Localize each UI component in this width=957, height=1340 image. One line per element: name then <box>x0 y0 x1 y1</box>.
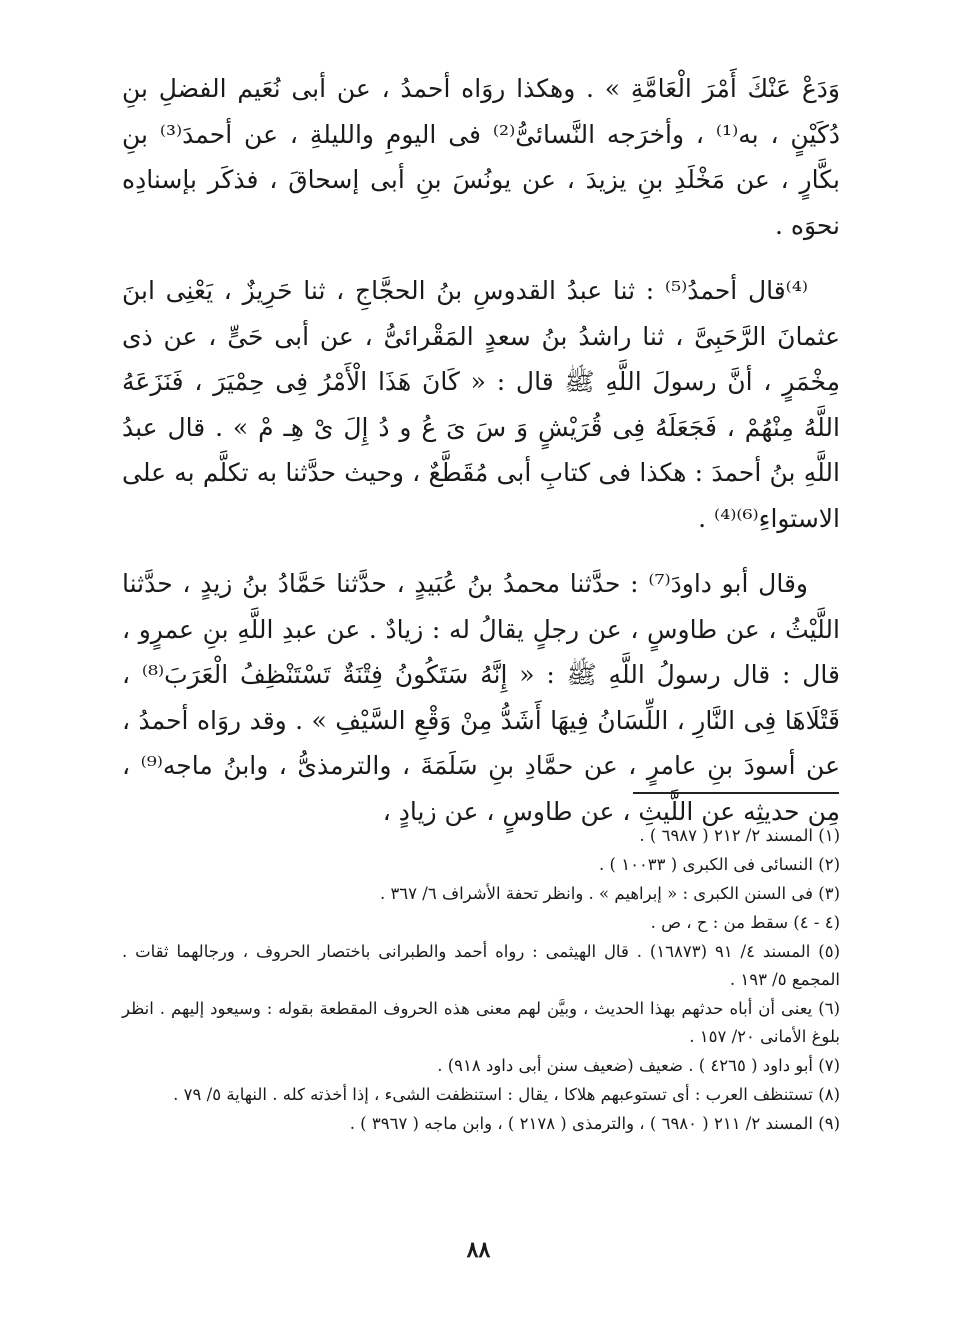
paragraph: وَدَعْ عَنْكَ أَمْرَ الْعَامَّةِ » . وهكذا روَاه أحمدُ ، عن أبى نُعَيم الفضلِ بنِ دُكَيْنٍ ، به⁽¹⁾ ، وأخرَجه النَّسائىُّ⁽²⁾ فى اليومِ والليلةِ ، عن أحمدَ⁽³⁾ بنِ بكَّارٍ ، عن مَخْلَدِ بنِ يزيدَ ، عن يونُسَ بنِ أبى إسحاقَ ، فذكَر بإسنادِه نحوَه . <box>122 74 841 240</box>
footnote: (٤ - ٤) سقط من : ح ، ص . <box>650 913 840 932</box>
footnote: (٨) تستنظف العرب : أى تستوعبهم هلاكا ، يقال : استنظفت الشىء ، إذا أخذته كله . النهاية ٥/ ٧٩ . <box>173 1085 840 1104</box>
footnote: (٥) المسند ٤/ ٩١ (١٦٨٧٣) . قال الهيثمى : رواه أحمد والطبرانى باختصار الحروف ، ورجالهما ثقات . المجمع ٥/ ١٩٣ . <box>122 942 841 989</box>
page-number: ٨٨ <box>466 1237 491 1263</box>
footnote: (١) المسند ٢/ ٢١٢ ( ٦٩٨٧ ) . <box>639 826 840 845</box>
footnote: (٦) يعنى أن أباه حدثهم بهذا الحديث ، وبيَّن لهم معنى هذه الحروف المقطعة بقوله : وسيعود إليهم . انظر بلوغ الأمانى ٢٠/ ١٥٧ . <box>122 999 840 1046</box>
footnotes <box>122 822 840 1139</box>
footnote: (٧) أبو داود ( ٤٢٦٥ ) . ضعيف (ضعيف سنن أبى داود ٩١٨) . <box>437 1056 840 1075</box>
footnote: (٩) المسند ٢/ ٢١١ ( ٦٩٨٠ ) ، والترمذى ( ٢١٧٨ ) ، وابن ماجه ( ٣٩٦٧ ) . <box>349 1114 840 1133</box>
main-text <box>122 66 840 854</box>
footnote: (٣) فى السنن الكبرى : « إبراهيم » . وانظر تحفة الأشراف ٦/ ٣٦٧ . <box>379 884 840 903</box>
paragraph: ⁽⁴⁾قال أحمدُ⁽⁵⁾ : ثنا عبدُ القدوسِ بنُ الحجَّاجِ ، ثنا حَرِيزٌ ، يَعْنِى ابنَ عثمانَ الرَّحَبِىَّ ، ثنا راشدُ بنُ سعدٍ المَقْرائىُّ ، عن أبى حَىٍّ ، عن ذى مِخْمَرٍ ، أنَّ رسولَ اللَّهِ ﷺ قال : « كَانَ هَذَا الْأَمْرُ فِى حِمْيَرَ ، فَنَزَعَهُ اللَّهُ مِنْهُمْ ، فَجَعَلَهُ فِى قُرَيْشٍ وَ سَ ىَ عُ و دُ إِلَ ىْ هِـ مْ » . قال عبدُ اللَّهِ بنُ أحمدَ : هكذا فى كتابِ أبى مُقَطَّعٌ ، وحيث حدَّثنا به تكلَّم به على الاستواءِ⁽⁶⁾⁽⁴⁾ . <box>122 276 840 533</box>
paragraph: وقال أبو داودَ⁽⁷⁾ : حدَّثنا محمدُ بنُ عُبَيدٍ ، حدَّثنا حَمَّادُ بنُ زيدٍ ، حدَّثنا اللَّيْثُ ، عن طاوسٍ ، عن رجلٍ يقالُ له : زيادٌ . عن عبدِ اللَّهِ بنِ عمرٍو ، قال : قال رسولُ اللَّهِ ﷺ : « إِنَّهُ سَتَكُونُ فِتْنَةٌ تَسْتَنْظِفُ الْعَرَبَ⁽⁸⁾ ، قَتْلَاهَا فِى النَّارِ ، اللِّسَانُ فِيهَا أَشَدُّ مِنْ وَقْعِ السَّيْفِ » . وقد روَاه أحمدُ ، عن أسودَ بنِ عامرٍ ، عن حمَّادِ بنِ سَلَمَةَ ، والترمذىُّ ، وابنُ ماجه⁽⁹⁾ ، مِن حديثِه عن اللَّيثِ ، عن طاوسٍ ، عن زيادٍ ، <box>122 569 841 826</box>
footnote-separator <box>633 792 839 794</box>
footnote: (٢) النسائى فى الكبرى ( ١٠٠٣٣ ) . <box>599 855 840 874</box>
